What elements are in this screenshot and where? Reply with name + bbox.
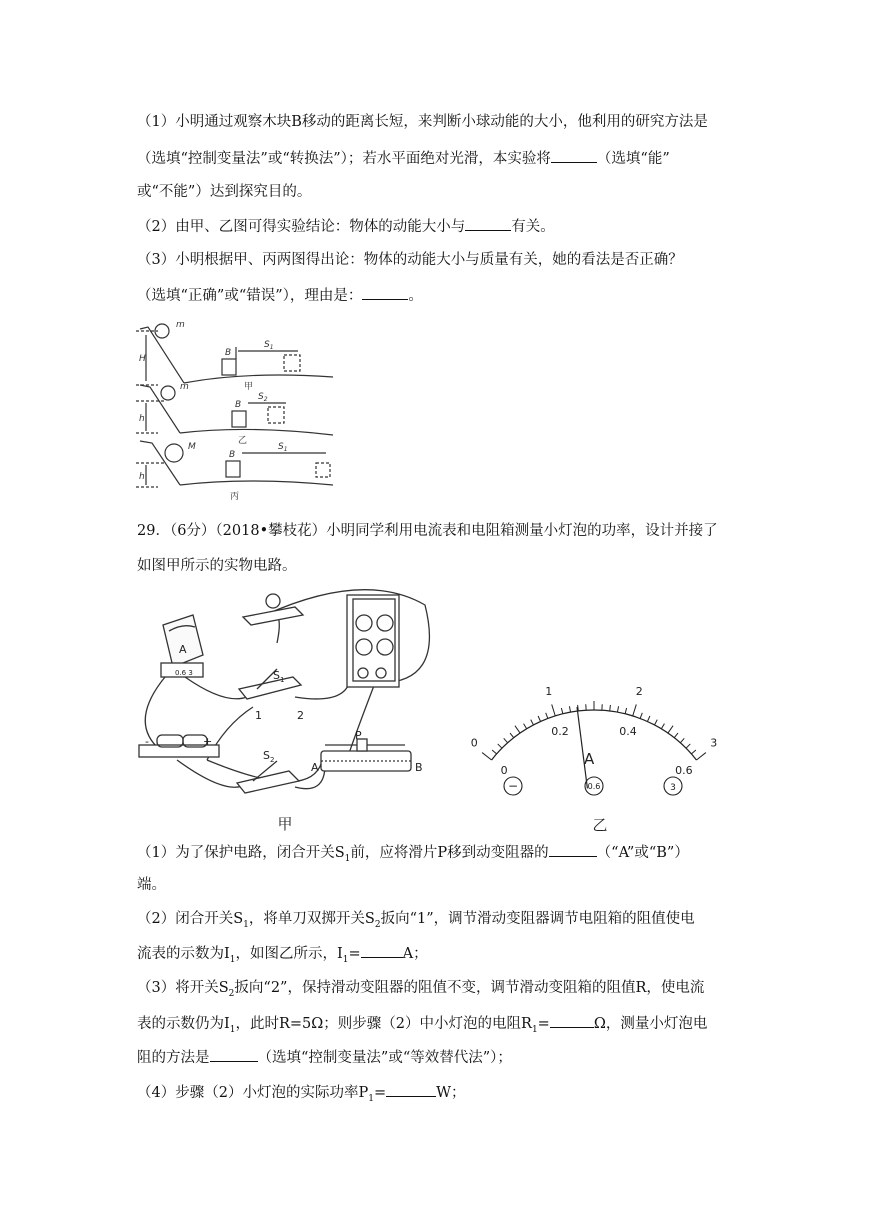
battery-plus: +: [203, 735, 213, 748]
terminal-3-label: 3: [670, 783, 676, 793]
q29-part2-line2: 流表的示数为$I_1$，如图乙所示，$I_1= A$；: [137, 943, 428, 970]
row-label: 乙: [238, 436, 248, 446]
q29-part3-line1: （3）将开关$S_2$扳向“2”，保持滑动变阻器的阻值不变，调节滑动变阻箱的阻值R，使电流: [137, 980, 705, 999]
dial-tick: [492, 750, 496, 754]
block-label: B: [229, 450, 236, 460]
dial-tick: [633, 704, 637, 715]
dial-tick: [674, 733, 678, 738]
bottom-scale-0.6: 0.6: [675, 763, 693, 777]
dial-tick: [498, 744, 502, 748]
q28-part3-line2: [137, 285, 423, 306]
dial-tick: [640, 713, 642, 719]
dial-caption: 乙: [592, 816, 608, 834]
distance-label: $S_1$: [278, 442, 288, 453]
rheostat-end-a: A: [311, 761, 319, 774]
row-label: 丙: [230, 492, 240, 502]
q29-part1-line1: （1）为了保护电路，闭合开关$S_1$前，应将滑片P移到动变阻器的 （“A”或“B”）: [137, 842, 689, 869]
answer-blank[interactable]: [550, 1013, 594, 1028]
top-scale-2: 2: [635, 684, 643, 698]
top-scale-1: 1: [545, 684, 553, 698]
answer-blank[interactable]: [549, 842, 597, 857]
bottom-scale-0: 0: [500, 763, 508, 777]
dial-tick: [647, 716, 649, 721]
rheostat-end-b: B: [415, 761, 423, 774]
s2-label: $S_2$: [263, 749, 275, 764]
q28-part1-text: （选填“控制变量法”或“转换法”）；若水平面绝对光滑，本实验将: [137, 151, 551, 167]
q28-part1-option: （选填“能”: [596, 151, 670, 167]
q29-intro-line2: 如图甲所示的实物电路。: [137, 558, 297, 574]
q29-part3-line2: 表的示数仍为$I_1$，此时R=5Ω；则步骤（2）中小灯泡的电阻$R_1= \Omega$，测量小灯泡电: [137, 1013, 707, 1040]
answer-blank[interactable]: [465, 216, 511, 231]
dial-tick: [561, 708, 562, 714]
mass-label: m: [176, 320, 185, 330]
q28-part3-text: （选填“正确”或“错误”），理由是：: [137, 288, 363, 304]
q28-part2-text: （2）由甲、乙图可得实验结论：物体的动能大小与: [137, 219, 466, 235]
q28-part2: [137, 216, 555, 237]
q28-part2-end: 有关。: [511, 219, 555, 235]
s1-label: $S_1$: [273, 669, 285, 684]
dial-tick: [661, 724, 664, 729]
dial-tick: [617, 706, 618, 712]
dial-tick: [504, 738, 508, 742]
mass-label: M: [188, 442, 196, 452]
dial-tick: [524, 724, 527, 729]
top-scale-0: 0: [470, 736, 478, 750]
q28-part1-line3: 或“不能”）达到探究目的。: [137, 184, 312, 200]
q29-part4: （4）步骤（2）小灯泡的实际功率$P_1= W$；: [137, 1082, 466, 1109]
dial-tick: [546, 713, 548, 719]
height-label: h: [139, 414, 145, 424]
dial-tick: [696, 753, 705, 760]
dial-tick: [625, 708, 626, 714]
distance-label: $S_1$: [264, 340, 274, 351]
slider-label: P: [355, 729, 362, 742]
answer-blank[interactable]: [361, 943, 403, 958]
block-label: B: [235, 400, 242, 410]
dial-tick: [686, 744, 690, 748]
height-label: h: [139, 472, 145, 482]
q28-part3-line1: （3）小明根据甲、丙两图得出论：物体的动能大小与质量有关，她的看法是否正确？: [137, 252, 683, 268]
q29-part1-line2: 端。: [137, 877, 166, 893]
answer-blank[interactable]: [362, 285, 408, 300]
top-scale-3: 3: [710, 736, 718, 750]
q28-part1-line2: [137, 148, 670, 169]
dial-tick: [610, 705, 611, 711]
answer-blank[interactable]: [386, 1082, 436, 1097]
ammeter-label: A: [179, 643, 187, 656]
answer-blank[interactable]: [551, 148, 597, 163]
meter-unit: A: [584, 750, 595, 768]
dial-tick: [552, 704, 556, 715]
distance-label: $S_2$: [258, 392, 268, 403]
q28-part1-line1: （1）小明通过观察木块B移动的距离长短，来判断小球动能的大小，他利用的研究方法是: [137, 114, 708, 130]
q28-part3-end: 。: [408, 288, 423, 304]
terminal-minus-label: −: [507, 779, 519, 793]
bottom-scale-0.2: 0.2: [551, 725, 569, 739]
meter-needle: [577, 707, 587, 788]
dial-tick: [680, 738, 684, 742]
circuit-caption: 甲: [277, 815, 293, 833]
bottom-scale-0.4: 0.4: [619, 725, 637, 739]
circuit-figure: [135, 585, 435, 835]
dial-tick: [515, 726, 520, 733]
answer-blank[interactable]: [210, 1047, 258, 1062]
q29-intro-line1: 29．（6分）（2018•攀枝花）小明同学利用电流表和电阻箱测量小灯泡的功率，设计并接了: [137, 523, 718, 539]
s1-position-2: 2: [297, 709, 304, 722]
dial-tick: [482, 753, 491, 760]
dial-tick: [510, 733, 514, 738]
ammeter-dial-figure: [470, 640, 718, 835]
ammeter-terminals: 0.6 3: [175, 669, 193, 677]
height-label: H: [139, 354, 146, 364]
block-label: B: [225, 348, 232, 358]
dial-tick: [668, 726, 673, 733]
dial-tick: [531, 720, 534, 725]
ramp-experiment-figure: [128, 315, 348, 510]
terminal-0.6-label: 0.6: [587, 782, 601, 791]
s1-position-1: 1: [255, 709, 262, 722]
dial-tick: [569, 706, 570, 712]
mass-label: m: [180, 382, 189, 392]
dial-tick: [691, 750, 695, 754]
q29-part2-line1: （2）闭合开关$S_1$，将单刀双掷开关$S_2$扳向“1”，调节滑动变阻器调节电阻箱的阻值使电: [137, 911, 695, 930]
dial-tick: [654, 720, 657, 725]
q29-part3-line3: 阻的方法是 （选填“控制变量法”或“等效替代法”）；: [137, 1047, 512, 1068]
dial-tick: [538, 716, 540, 721]
row-label: 甲: [244, 382, 254, 392]
battery-minus: -: [145, 735, 149, 748]
